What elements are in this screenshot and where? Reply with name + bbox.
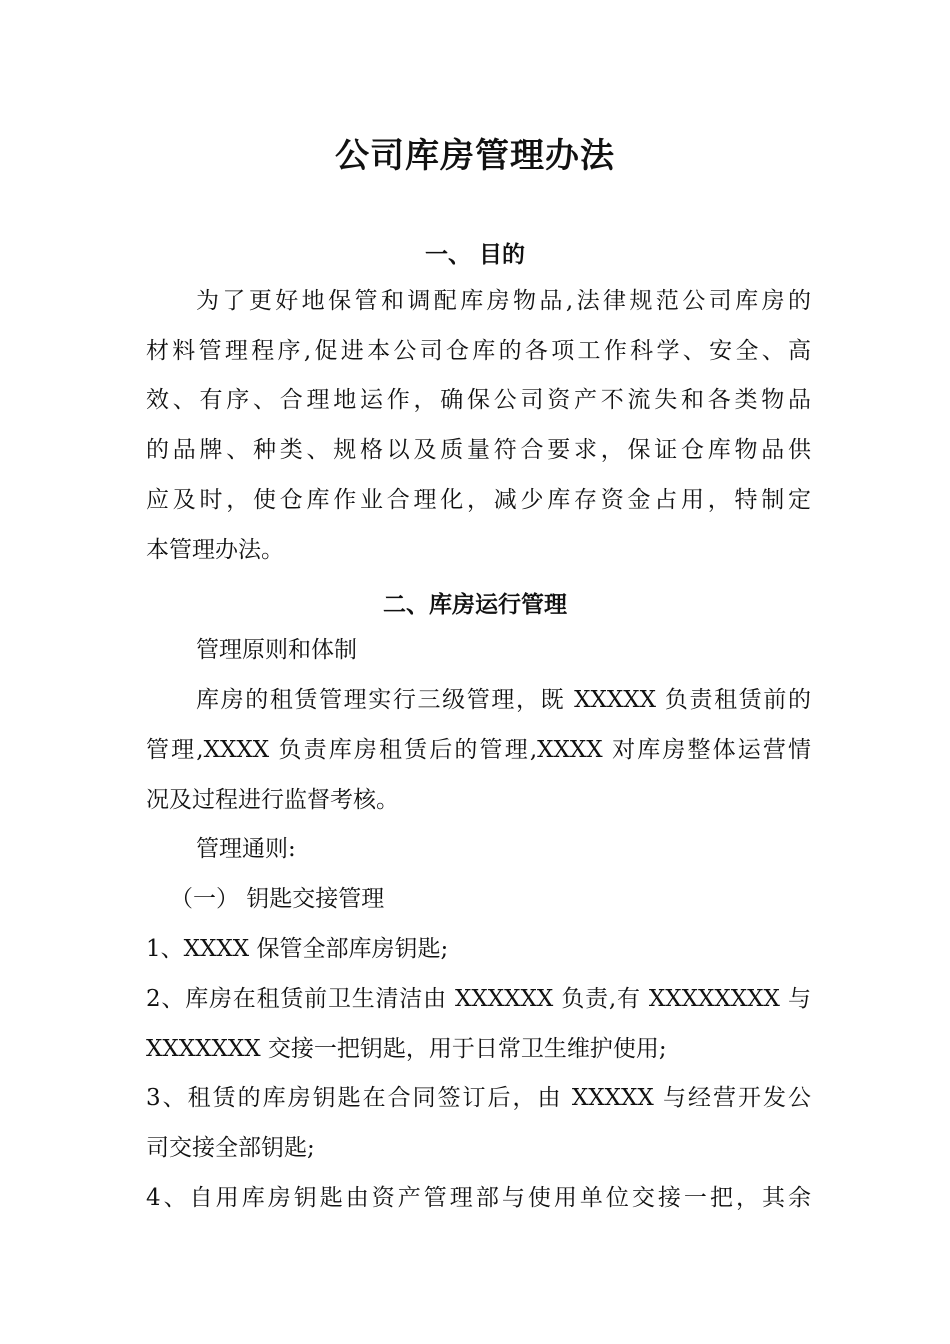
general-rules-label: 管理通则: <box>196 836 296 862</box>
item-heading-key-handover: （一） 钥匙交接管理 <box>170 886 385 912</box>
document-title: 公司库房管理办法 <box>335 136 615 176</box>
paragraph-line: 材料管理程序,促进本公司仓库的各项工作科学、安全、高 <box>146 338 811 364</box>
section-heading-purpose: 一、 目的 <box>424 242 525 268</box>
paragraph-line: 为了更好地保管和调配库房物品,法律规范公司库房的 <box>196 288 811 314</box>
paragraph-line: 效、有序、合理地运作，确保公司资产不流失和各类物品 <box>146 387 811 413</box>
list-item: 1、XXXX 保管全部库房钥匙; <box>146 936 449 962</box>
paragraph-line: 管理,XXXX 负责库房租赁后的管理,XXXX 对库房整体运营情 <box>146 737 811 763</box>
paragraph-line: 的品牌、种类、规格以及质量符合要求，保证仓库物品供 <box>146 437 811 463</box>
list-item: 3、租赁的库房钥匙在合同签订后，由 XXXXX 与经营开发公 <box>146 1085 811 1111</box>
subheading-principles: 管理原则和体制 <box>196 637 357 663</box>
paragraph-line: 况及过程进行监督考核。 <box>146 787 399 813</box>
paragraph-line: 库房的租赁管理实行三级管理，既 XXXXX 负责租赁前的 <box>196 687 811 713</box>
list-item: 2、库房在租赁前卫生清洁由 XXXXXX 负责,有 XXXXXXXX 与 <box>146 986 811 1012</box>
list-item: XXXXXXX 交接一把钥匙，用于日常卫生维护使用; <box>146 1036 667 1062</box>
list-item: 4、自用库房钥匙由资产管理部与使用单位交接一把，其余 <box>146 1185 811 1211</box>
list-item: 司交接全部钥匙; <box>146 1135 315 1161</box>
paragraph-line: 应及时，使仓库作业合理化，减少库存资金占用，特制定 <box>146 487 811 513</box>
paragraph-line: 本管理办法。 <box>146 537 284 563</box>
section-heading-operation: 二、库房运行管理 <box>383 592 567 618</box>
